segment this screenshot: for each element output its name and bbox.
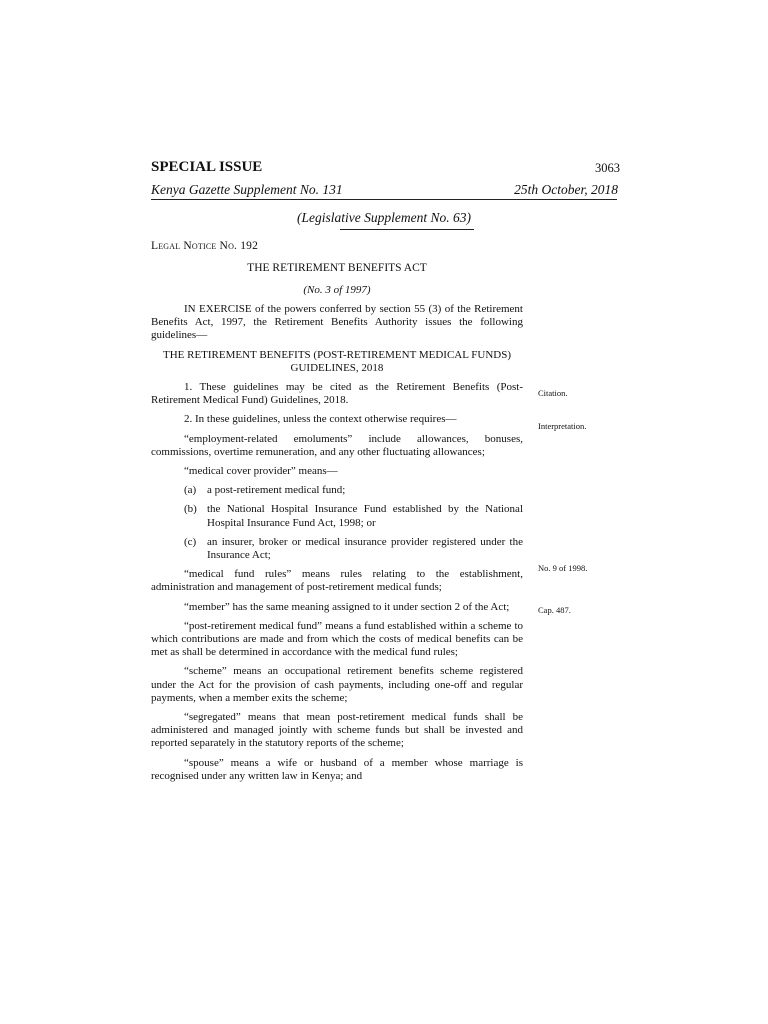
list-item-b [151,503,523,529]
list-item-label: (b) [184,503,197,516]
definition-post-retirement-medical-fund: “post-retirement medical fund” means a fund established within a scheme to which contributions are made and from which the costs of medical benefits can be met as shall be determined in accordance with the medical fund rules; [151,619,523,659]
definition-scheme: “scheme” means an occupational retirement benefits scheme registered under the Act for the provision of cash payments, including one-off and regular payments, when a member exits the scheme; [151,665,523,704]
margin-note-act-1998: No. 9 of 1998. [538,563,588,573]
gazette-supplement: Kenya Gazette Supplement No. 131 [151,182,343,197]
legislative-rule [340,229,474,230]
list-item-text: a post-retirement medical fund; [207,484,346,497]
act-number: (No. 3 of 1997) [303,284,371,296]
guidelines-title: THE RETIREMENT BENEFITS (POST-RETIREMENT MEDICAL FUNDS) GUIDELINES, 2018 [162,348,512,374]
page-number: 3063 [595,161,620,175]
legal-notice [151,240,258,252]
definition-medical-cover-provider: “medical cover provider” means— [184,465,338,478]
issue-date: 25th October, 2018 [514,182,618,197]
margin-note-cap: Cap. 487. [538,605,571,615]
definition-emoluments: “employment-related emoluments” include allowances, bonuses, commissions, overtime remuneration, and any other fluctuating allowances; [151,432,523,458]
legal-notice-number: 192 [240,240,259,252]
list-item-text: the National Hospital Insurance Fund established by the National Hospital Insurance Fund Act, 1998; or [207,503,523,529]
definition-spouse: “spouse” means a wife or husband of a member whose marriage is recognised under any written law in Kenya; and [151,756,523,782]
section-2: 2. In these guidelines, unless the context otherwise requires— [184,413,457,426]
legislative-supplement: (Legislative Supplement No. 63) [297,210,471,225]
document-body [151,303,523,789]
list-item-label: (c) [184,535,197,548]
list-item-c [151,536,523,562]
section-1: 1. These guidelines may be cited as the Retirement Benefits (Post-Retirement Medical Fund) Guidelines, 2018. [151,381,523,407]
header-rule [151,199,617,200]
act-title: THE RETIREMENT BENEFITS ACT [247,262,427,274]
margin-note-citation: Citation. [538,388,568,398]
definition-medical-fund-rules: “medical fund rules” means rules relating to the establishment, administration and management of post-retirement medical funds; [151,568,523,594]
definition-segregated: “segregated” means that mean post-retirement medical funds shall be administered and managed jointly with scheme funds but shall be invested and reported separately in the statutory reports of the scheme; [151,711,523,750]
special-issue-heading: SPECIAL ISSUE [151,159,263,175]
legal-notice-label: Legal Notice No. [151,240,238,252]
preamble: IN EXERCISE of the powers conferred by section 55 (3) of the Retirement Benefits Act, 1997, the Retirement Benefits Authority issues the following guidelines— [151,303,523,342]
list-item-label: (a) [184,484,197,497]
margin-note-interpretation: Interpretation. [538,421,587,431]
definition-member: “member” has the same meaning assigned to it under section 2 of the Act; [184,600,510,613]
list-item-a [151,484,523,497]
list-item-text: an insurer, broker or medical insurance provider registered under the Insurance Act; [207,535,523,562]
